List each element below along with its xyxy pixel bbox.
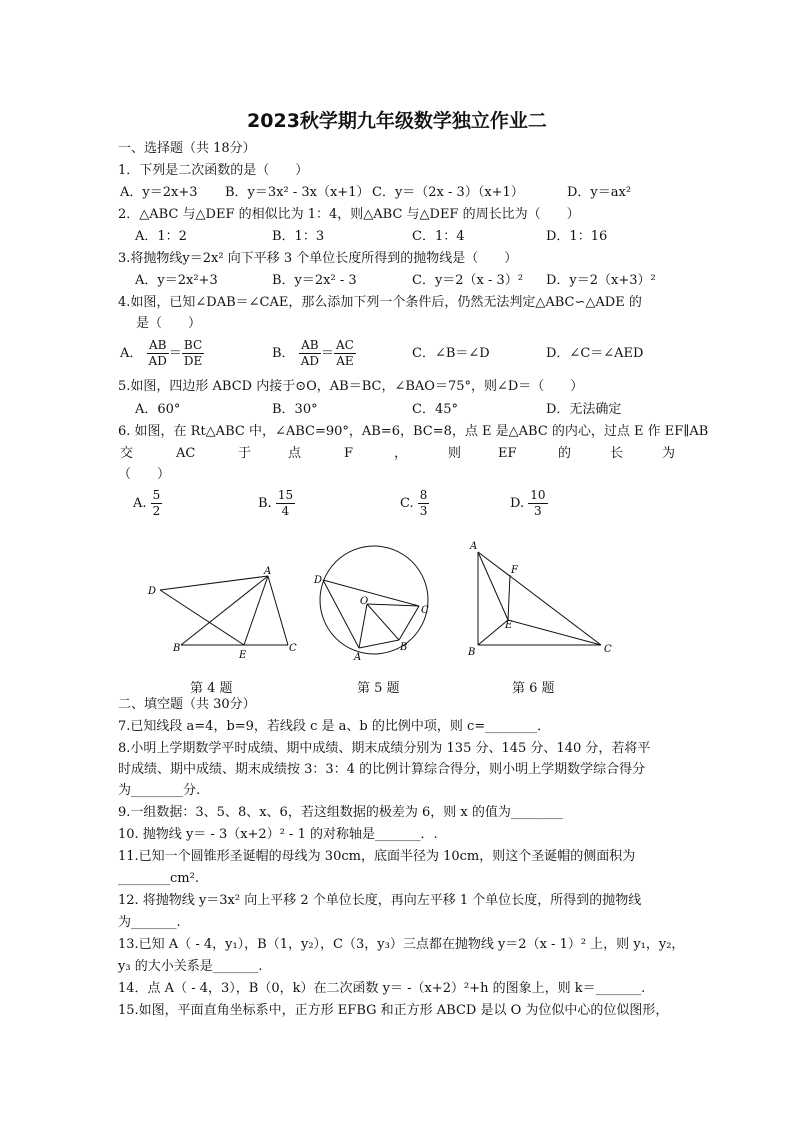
q3-option-b: B．y＝2x² - 3 — [272, 273, 357, 288]
q13-line-1: 13.已知 A（ - 4，y₁），B（1，y₂），C（3，y₃）三点都在抛物线 y＝2（x - 1）² 上，则 y₁，y₂， — [118, 937, 685, 952]
q6-word: 于 — [238, 446, 252, 461]
q4-stem: 4.如图，已知∠DAB＝∠CAE，那么添加下列一个条件后，仍然无法判定△ABC∽△ADE 的 — [118, 295, 642, 310]
q3-option-c: C．y＝2（x - 3）² — [412, 273, 524, 288]
fig5-label-c: C — [421, 605, 429, 616]
q4-option-a: A． $\frac{AB}{AD}$ ＝ $\frac{BC}{DE}$ — [120, 338, 203, 368]
q6-word: ， — [394, 446, 408, 461]
q5-option-b: B．30° — [272, 402, 318, 417]
q6-stem-paren: （ ） — [118, 467, 171, 482]
q1-stem: 1．下列是二次函数的是（ ） — [118, 163, 309, 178]
q6-stem: 6. 如图，在 Rt△ABC 中，∠ABC=90°，AB=6，BC=8，点 E 是△ABC 的内心，过点 E 作 EF∥AB — [118, 424, 709, 439]
q5-stem: 5.如图，四边形 ABCD 内接于⊙O，AB＝BC，∠BAO＝75°，则∠D＝（ ） — [118, 379, 584, 394]
q11-line-1: 11.已知一个圆锥形圣诞帽的母线为 30cm，底面半径为 10cm，则这个圣诞帽的侧面积为 — [118, 849, 636, 864]
q9: 9.一组数据：3、5、8、x、6，若这组数据的极差为 6，则 x 的值为________ — [118, 805, 563, 820]
q4-option-d: D．∠C＝∠AED — [546, 346, 644, 361]
fig4-label-c: C — [289, 643, 297, 654]
q1-option-a: A．y＝2x+3 — [120, 185, 198, 200]
q3-option-a: A．y＝2x²+3 — [135, 273, 218, 288]
fig4-label-e: E — [239, 650, 247, 661]
q5-option-c: C．45° — [412, 402, 458, 417]
fig5-label-o: O — [360, 596, 369, 607]
fig4-label-b: B — [173, 643, 181, 654]
q5-option-a: A．60° — [135, 402, 181, 417]
fig6-label-c: C — [604, 644, 612, 655]
q8-line-1: 8.小明上学期数学平时成绩、期中成绩、期末成绩分别为 135 分、145 分、140 分，若将平 — [118, 741, 651, 756]
fig4-label-d: D — [148, 586, 157, 597]
fraction: $\frac{AB}{AD}$ — [148, 338, 167, 368]
page-title: 2023秋学期九年级数学独立作业二 — [247, 110, 547, 132]
q6-word: 的 — [558, 446, 572, 461]
q1-option-b: B．y＝3x² - 3x（x+1） — [225, 185, 370, 200]
q12-line-2: 为_______. — [118, 915, 181, 930]
q6-option-b: B. $\frac{15}{4}$ — [258, 488, 294, 518]
q6-word: 则 — [448, 446, 462, 461]
figure-5-caption: 第 5 题 — [357, 681, 400, 696]
fraction: $\frac{BC}{DE}$ — [183, 338, 203, 368]
q6-word: EF — [498, 446, 517, 461]
q8-line-2: 时成绩、期中成绩、期末成绩按 3：3：4 的比例计算综合得分，则小明上学期数学综合得分 — [118, 762, 646, 777]
q11-line-2: ________cm². — [118, 871, 199, 886]
q1-option-c: C．y＝（2x - 3）（x+1） — [372, 185, 524, 200]
q4-option-c: C．∠B＝∠D — [412, 346, 490, 361]
fraction: $\frac{8}{3}$ — [419, 488, 428, 518]
q6-word: 长 — [610, 446, 624, 461]
q6-word: 为 — [662, 446, 676, 461]
q1-option-d: D．y＝ax² — [567, 185, 632, 200]
q7: 7.已知线段 a=4，b=9，若线段 c 是 a、b 的比例中项，则 c=________． — [118, 719, 551, 734]
q2-stem: 2．△ABC 与△DEF 的相似比为 1：4，则△ABC 与△DEF 的周长比为（ ） — [118, 207, 580, 222]
q6-option-c: C. $\frac{8}{3}$ — [400, 488, 428, 518]
section-1-heading: 一、选择题（共 18分） — [118, 141, 256, 156]
fraction: $\frac{10}{3}$ — [530, 488, 546, 518]
fig5-label-a: A — [354, 652, 362, 663]
q8-line-3: 为________分. — [118, 783, 201, 798]
figure-4-caption: 第 4 题 — [190, 681, 233, 696]
figure-4 — [160, 576, 288, 645]
fraction: $\frac{AC}{AE}$ — [336, 338, 354, 368]
q2-option-c: C．1：4 — [412, 229, 465, 244]
q15: 15.如图，平面直角坐标系中，正方形 EFBG 和正方形 ABCD 是以 O 为位似中心的位似图形， — [118, 1003, 669, 1018]
q14: 14．点 A（ - 4，3），B（0，k）在二次函数 y＝ -（x+2）²+h 的图象上，则 k＝_______. — [118, 981, 646, 996]
q2-option-b: B．1：3 — [272, 229, 325, 244]
fig5-label-b: B — [400, 642, 408, 653]
fig6-label-b: B — [468, 647, 476, 658]
fraction: $\frac{5}{2}$ — [152, 488, 161, 518]
q6-word: 点 — [288, 446, 302, 461]
q13-line-2: y₃ 的大小关系是_______. — [118, 959, 263, 974]
fig5-label-d: D — [314, 575, 323, 586]
q3-stem: 3.将抛物线y＝2x² 向下平移 3 个单位长度所得到的抛物线是（ ） — [118, 251, 518, 266]
fraction: $\frac{AB}{AD}$ — [300, 338, 319, 368]
fig6-label-a: A — [470, 541, 478, 552]
q6-option-d: D. $\frac{10}{3}$ — [510, 488, 546, 518]
q12-line-1: 12. 将抛物线 y＝3x² 向上平移 2 个单位长度，再向左平移 1 个单位长度，所得到的抛物线 — [118, 893, 642, 908]
geometry-figures — [0, 530, 794, 670]
figure-6-caption: 第 6 题 — [512, 681, 555, 696]
q6-word: F — [344, 446, 354, 461]
section-2-heading: 二、填空题（共 30分） — [118, 697, 256, 712]
q10: 10. 抛物线 y＝ - 3（x+2）² - 1 的对称轴是_______．. — [118, 827, 438, 842]
fraction: $\frac{15}{4}$ — [277, 488, 294, 518]
figure-5 — [320, 546, 428, 654]
q4-stem-cont: 是（ ） — [136, 316, 202, 331]
q6-word: AC — [176, 446, 196, 461]
fig6-label-f: F — [511, 565, 518, 576]
q6-word: 交 — [120, 446, 134, 461]
q5-option-d: D．无法确定 — [546, 402, 622, 417]
q2-option-a: A．1：2 — [135, 229, 187, 244]
q3-option-d: D．y＝2（x+3）² — [546, 273, 656, 288]
fig4-label-a: A — [264, 566, 272, 577]
fig6-label-e: E — [505, 620, 513, 631]
figure-6 — [478, 552, 601, 645]
q4-option-b: B． $\frac{AB}{AD}$ ＝ $\frac{AC}{AE}$ — [272, 338, 354, 368]
q2-option-d: D．1：16 — [546, 229, 608, 244]
q6-option-a: A. $\frac{5}{2}$ — [133, 488, 161, 518]
